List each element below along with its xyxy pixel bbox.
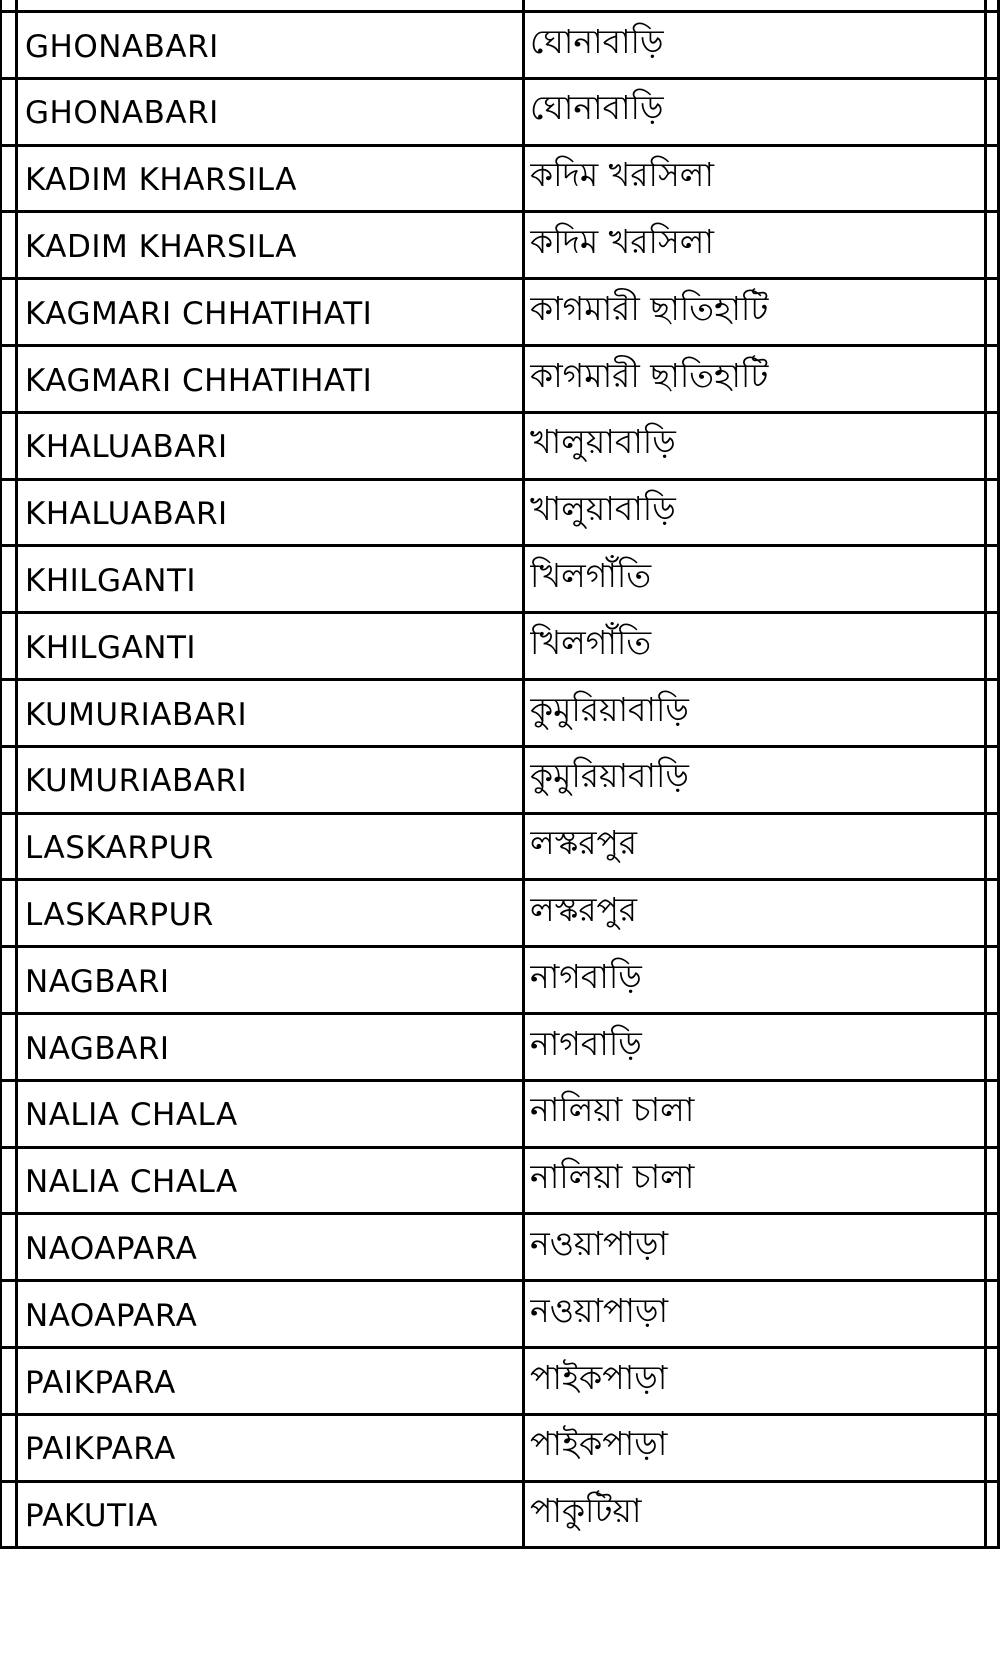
bengali-place-name-cell: লস্করপুর bbox=[530, 889, 638, 929]
table-row bbox=[0, 1082, 1000, 1149]
table-row bbox=[0, 748, 1000, 815]
english-place-name-cell: KHILGANTI bbox=[25, 562, 197, 599]
table-row bbox=[0, 681, 1000, 748]
bengali-place-name-cell: কদিম খরসিলা bbox=[530, 221, 714, 261]
table-row bbox=[0, 414, 1000, 481]
table-row bbox=[0, 1416, 1000, 1483]
english-place-name-cell: NAOAPARA bbox=[25, 1297, 198, 1334]
table-row bbox=[0, 1149, 1000, 1216]
english-place-name-cell: KUMURIABARI bbox=[25, 696, 248, 733]
table-row bbox=[0, 481, 1000, 548]
english-place-name-cell: GHONABARI bbox=[25, 95, 219, 132]
bengali-place-name-cell: কুমুরিয়াবাড়ি bbox=[530, 689, 689, 729]
bengali-place-name-cell: খালুয়াবাড়ি bbox=[530, 422, 676, 462]
english-place-name-cell: KAGMARI CHHATIHATI bbox=[25, 362, 373, 399]
bengali-place-name-cell: খিলগাঁতি bbox=[530, 555, 652, 595]
english-place-name-cell: KUMURIABARI bbox=[25, 763, 248, 800]
table-row bbox=[0, 1349, 1000, 1416]
english-place-name-cell: NALIA CHALA bbox=[25, 1097, 238, 1134]
table-row bbox=[0, 347, 1000, 414]
english-place-name-cell: PAIKPARA bbox=[25, 1364, 176, 1401]
bengali-place-name-cell: নাগবাড়ি bbox=[530, 1023, 642, 1063]
table-row bbox=[0, 547, 1000, 614]
bengali-place-name-cell: ঘোনাবাড়ি bbox=[530, 88, 664, 128]
bengali-place-name-cell: খিলগাঁতি bbox=[530, 622, 652, 662]
bengali-place-name-cell: কাগমারী ছাতিহাটি bbox=[530, 288, 769, 328]
table-row bbox=[0, 1483, 1000, 1550]
table-row bbox=[0, 1215, 1000, 1282]
table-row bbox=[0, 80, 1000, 147]
bengali-place-name-cell: পাইকপাড়া bbox=[530, 1357, 668, 1397]
table-row bbox=[0, 1282, 1000, 1349]
english-place-name-cell: KHALUABARI bbox=[25, 429, 228, 466]
english-place-name-cell: NALIA CHALA bbox=[25, 1164, 238, 1201]
table-row bbox=[0, 213, 1000, 280]
bengali-place-name-cell: কদিম খরসিলা bbox=[530, 155, 714, 195]
bengali-place-name-cell: লস্করপুর bbox=[530, 823, 638, 863]
table-row bbox=[0, 280, 1000, 347]
bengali-place-name-cell: নওয়াপাড়া bbox=[530, 1290, 669, 1330]
english-place-name-cell: KADIM KHARSILA bbox=[25, 162, 297, 199]
bengali-place-name-cell: কুমুরিয়াবাড়ি bbox=[530, 756, 689, 796]
table-row bbox=[0, 614, 1000, 681]
table-row-divider bbox=[0, 1546, 1000, 1549]
english-place-name-cell: KAGMARI CHHATIHATI bbox=[25, 295, 373, 332]
table-row bbox=[0, 948, 1000, 1015]
english-place-name-cell: NAGBARI bbox=[25, 963, 170, 1000]
table-row bbox=[0, 881, 1000, 948]
table-row bbox=[0, 147, 1000, 214]
english-place-name-cell: PAIKPARA bbox=[25, 1431, 176, 1468]
table-row bbox=[0, 13, 1000, 80]
english-place-name-cell: NAOAPARA bbox=[25, 1230, 198, 1267]
bengali-place-name-cell: পাকুটিয়া bbox=[530, 1491, 642, 1531]
english-place-name-cell: LASKARPUR bbox=[25, 896, 214, 933]
table-row bbox=[0, 815, 1000, 882]
bengali-place-name-cell: নালিয়া চালা bbox=[530, 1157, 695, 1197]
bengali-place-name-cell: ঘোনাবাড়ি bbox=[530, 21, 664, 61]
english-place-name-cell: NAGBARI bbox=[25, 1030, 170, 1067]
english-place-name-cell: KHILGANTI bbox=[25, 629, 197, 666]
bengali-place-name-cell: কাগমারী ছাতিহাটি bbox=[530, 355, 769, 395]
english-place-name-cell: PAKUTIA bbox=[25, 1498, 158, 1535]
bengali-place-name-cell: খালুয়াবাড়ি bbox=[530, 489, 676, 529]
bengali-place-name-cell: পাইকপাড়া bbox=[530, 1424, 668, 1464]
english-place-name-cell: KADIM KHARSILA bbox=[25, 228, 297, 265]
english-place-name-cell: KHALUABARI bbox=[25, 496, 228, 533]
english-place-name-cell: LASKARPUR bbox=[25, 830, 214, 867]
table-row bbox=[0, 1015, 1000, 1082]
bengali-place-name-cell: নালিয়া চালা bbox=[530, 1090, 695, 1130]
bengali-place-name-cell: নাগবাড়ি bbox=[530, 956, 642, 996]
english-place-name-cell: GHONABARI bbox=[25, 28, 219, 65]
bengali-place-name-cell: নওয়াপাড়া bbox=[530, 1223, 669, 1263]
